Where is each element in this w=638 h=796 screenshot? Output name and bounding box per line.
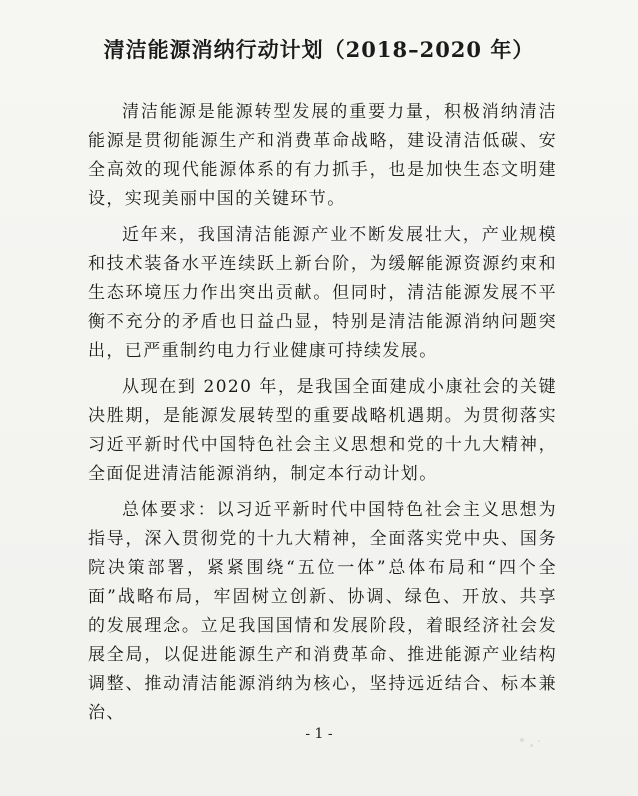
document-body	[88, 98, 557, 735]
scan-speck	[520, 738, 524, 742]
paragraph-3: 从现在到 2020 年，是我国全面建成小康社会的关键决胜期，是能源发展转型的重要战略机遇期。为贯彻落实习近平新时代中国特色社会主义思想和党的十九大精神，全面促进清洁能源消纳，制定本行动计划。	[88, 377, 557, 484]
paragraph-2: 近年来，我国清洁能源产业不断发展壮大，产业规模和技术装备水平连续跃上新台阶，为缓解能源资源约束和生态环境压力作出突出贡献。但同时，清洁能源发展不平衡不充分的矛盾也日益凸显，特别是清洁能源消纳问题突出，已严重制约电力行业健康可持续发展。	[88, 225, 557, 361]
scan-speck	[530, 744, 533, 747]
document-title: 清洁能源消纳行动计划（2018–2020 年）	[103, 37, 535, 62]
paragraph-4: 总体要求：以习近平新时代中国特色社会主义思想为指导，深入贯彻党的十九大精神，全面落实党中央、国务院决策部署，紧紧围绕“五位一体”总体布局和“四个全面”战略布局，牢固树立创新、协调、绿色、开放、共享的发展理念。立足我国国情和发展阶段，着眼经济社会发展全局，以促进能源生产和消费革命、推进能源产业结构调整、推动清洁能源消纳为核心，坚持远近结合、标本兼治、	[88, 500, 557, 723]
scan-speck	[538, 740, 540, 742]
page-number: - 1 -	[305, 726, 333, 742]
paragraph-1: 清洁能源是能源转型发展的重要力量，积极消纳清洁能源是贯彻能源生产和消费革命战略，建设清洁低碳、安全高效的现代能源体系的有力抓手，也是加快生态文明建设，实现美丽中国的关键环节。	[88, 102, 557, 209]
